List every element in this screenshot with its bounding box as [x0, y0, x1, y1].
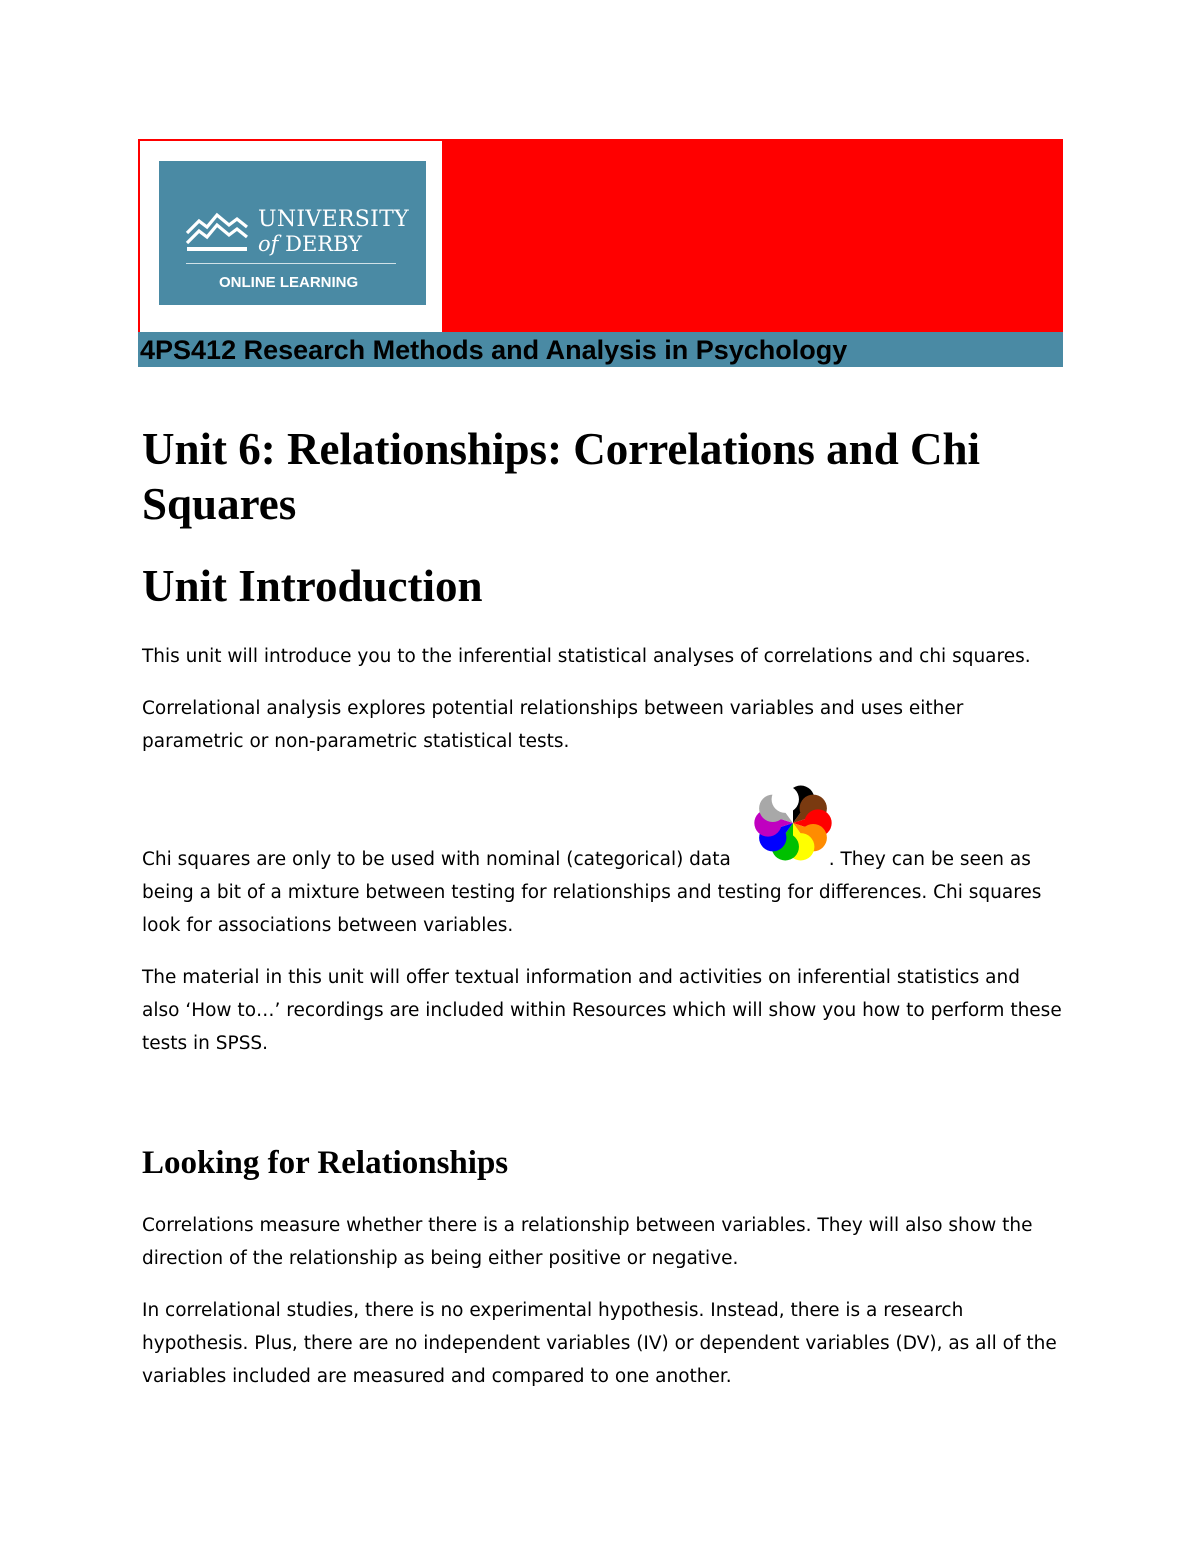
- intro-paragraph-3-start: Chi squares are only to be used with nominal (categorical) data: [142, 849, 737, 870]
- banner-logo-panel: [140, 141, 442, 332]
- logo-of-text: of: [258, 232, 279, 256]
- course-banner: [138, 139, 1063, 367]
- relationships-paragraph-1: Correlations measure whether there is a relationship between variables. They will also show the direction of the relationship as being either positive or negative.: [142, 1215, 1033, 1269]
- unit-heading: Unit 6: Relationships: Correlations and Chi Squares: [142, 424, 981, 529]
- intro-paragraph-2: Correlational analysis explores potential relationships between variables and uses either parametric or non-parametric statistical tests.: [142, 698, 964, 752]
- logo-derby-word: DERBY: [285, 232, 363, 256]
- intro-paragraph-4: The material in this unit will offer textual information and activities on inferential statistics and also ‘How to…’ recordings are included within Resources which will show you how to perform these tests in SPSS.: [142, 967, 1062, 1054]
- intro-paragraph-1: This unit will introduce you to the inferential statistical analyses of correlations and chi squares.: [142, 646, 1031, 667]
- course-title: 4PS412 Research Methods and Analysis in Psychology: [140, 335, 848, 365]
- university-logo: [159, 161, 426, 305]
- course-title-strip: [138, 332, 1063, 367]
- intro-paragraph-3-end: . They can be seen as being a bit of a mixture between testing for relationships and testing for differences. Chi squares look for associations between variables.: [142, 849, 1042, 936]
- logo-divider: [186, 263, 396, 264]
- relationships-heading: Looking for Relationships: [142, 1145, 509, 1181]
- intro-paragraph-3: [142, 843, 1062, 942]
- logo-online-learning-text: ONLINE LEARNING: [219, 274, 359, 291]
- color-wheel-icon: [747, 777, 839, 869]
- intro-heading: Unit Introduction: [142, 561, 483, 611]
- logo-derby-text: [258, 233, 362, 255]
- mountains-icon: [185, 211, 249, 255]
- logo-university-text: UNIVERSITY: [258, 207, 409, 232]
- relationships-paragraph-2: In correlational studies, there is no experimental hypothesis. Instead, there is a research hypothesis. Plus, there are no independent variables (IV) or dependent variables (DV), as all of the variables included are measured and compared to one another.: [142, 1300, 1057, 1387]
